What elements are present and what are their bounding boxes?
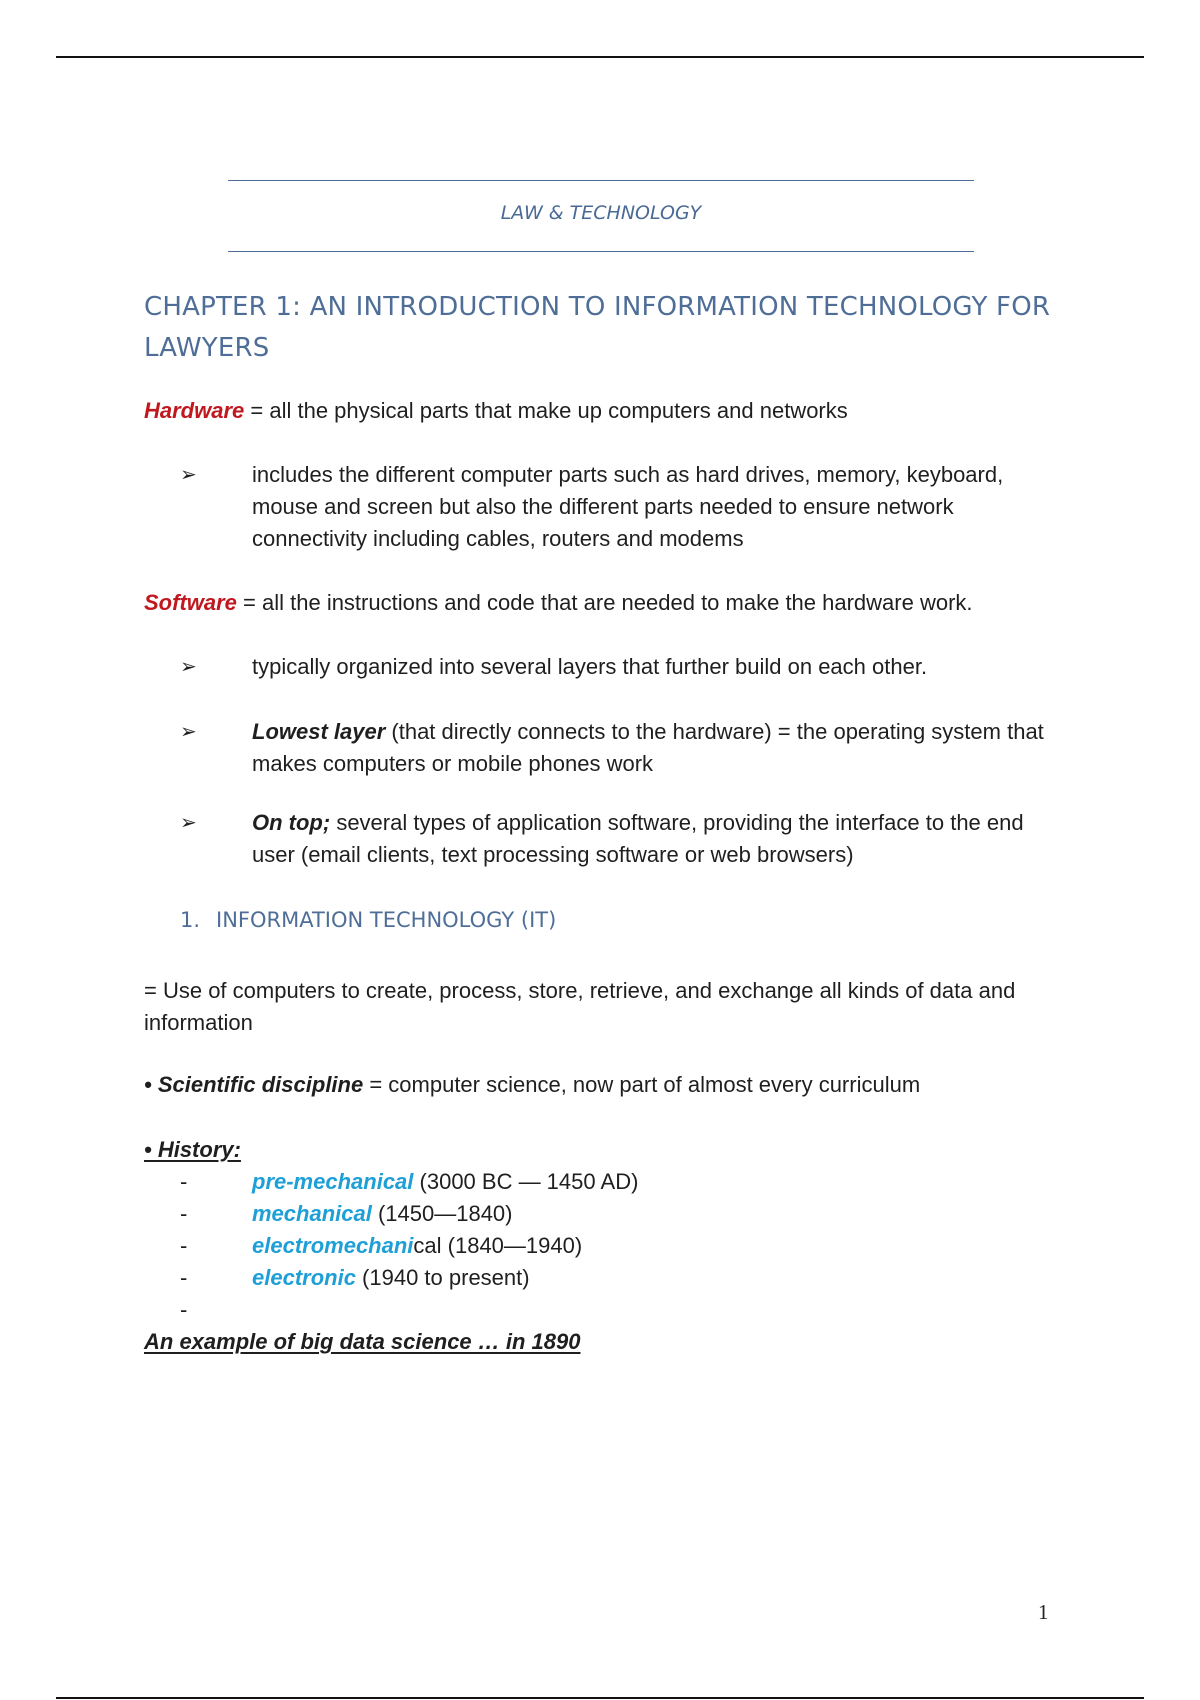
scientific-discipline <box>144 1069 1064 1101</box>
arrow-bullet-icon: ➢ <box>180 464 197 486</box>
era-term: electromechani <box>252 1233 414 1258</box>
software-bullet-text: On top; several types of application software, providing the interface to the end user (email clients, text processing software or web browsers) <box>252 810 1024 867</box>
software-term: Software <box>144 590 237 615</box>
lowest-layer-term: Lowest layer <box>252 719 386 744</box>
history-heading: • History: <box>144 1137 241 1162</box>
top-rule <box>56 56 1144 58</box>
arrow-bullet-icon: ➢ <box>180 812 197 834</box>
hardware-bullet-text: includes the different computer parts such as hard drives, memory, keyboard, mouse and screen but also the different parts needed to ensure network connectivity including cables, routers and modems <box>252 462 1004 551</box>
banner-title: LAW & TECHNOLOGY <box>500 202 702 224</box>
hardware-term: Hardware <box>144 398 245 423</box>
banner-top-line <box>228 180 974 181</box>
software-bullet-text: Lowest layer (that directly connects to the hardware) = the operating system that makes computers or mobile phones work <box>252 719 1044 776</box>
software-bullet-text: typically organized into several layers that further build on each other. <box>252 654 928 679</box>
section-number: 1. <box>180 908 201 932</box>
banner-bottom-line <box>228 251 974 252</box>
hardware-definition-text: = all the physical parts that make up computers and networks <box>244 398 848 423</box>
chapter-title: CHAPTER 1: AN INTRODUCTION TO INFORMATION TECHNOLOGY FOR LAWYERS <box>144 292 1051 363</box>
hardware-definition <box>144 395 1064 427</box>
era-term: electronic <box>252 1265 356 1290</box>
era-term: mechanical <box>252 1201 372 1226</box>
it-definition: = Use of computers to create, process, store, retrieve, and exchange all kinds of data and information <box>144 978 1016 1035</box>
arrow-bullet-icon: ➢ <box>180 721 197 743</box>
arrow-bullet-icon: ➢ <box>180 656 197 678</box>
bullet-dot: • <box>144 1072 152 1097</box>
page-number: 1 <box>1038 1600 1049 1624</box>
software-definition-text: = all the instructions and code that are needed to make the hardware work. <box>236 590 973 615</box>
on-top-term: On top; <box>252 810 331 835</box>
section-title: INFORMATION TECHNOLOGY (IT) <box>216 908 557 932</box>
example-heading: An example of big data science … in 1890 <box>144 1329 581 1354</box>
scientific-discipline-text: = computer science, now part of almost every curriculum <box>363 1072 921 1097</box>
section-heading-it <box>180 908 556 932</box>
software-definition <box>144 587 1064 619</box>
bottom-rule <box>56 1697 1144 1699</box>
scientific-discipline-term: Scientific discipline <box>157 1072 364 1097</box>
era-term: pre-mechanical <box>252 1169 414 1194</box>
